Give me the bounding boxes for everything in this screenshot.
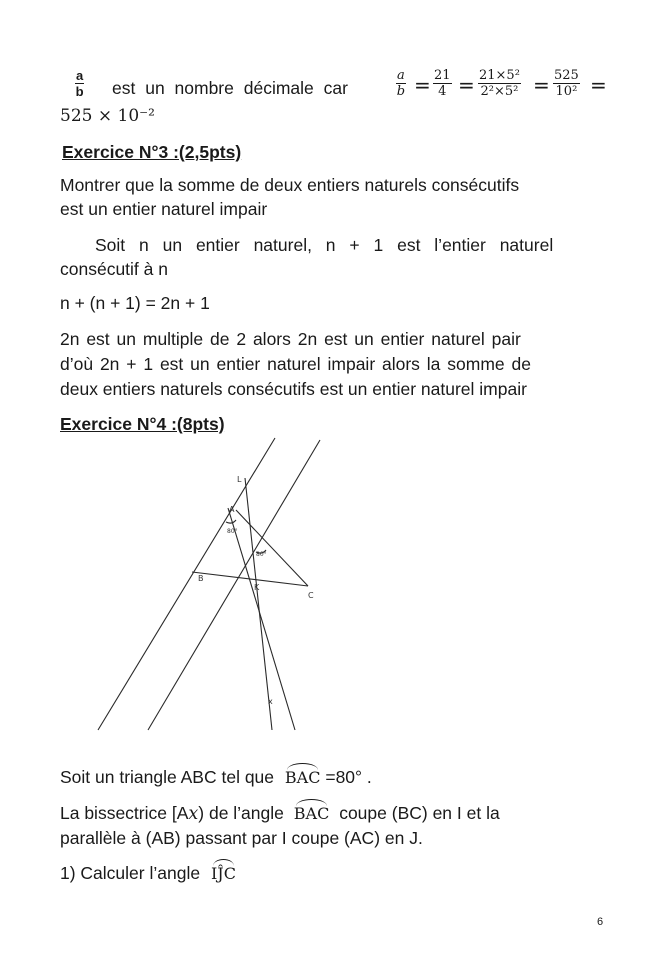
ex4-title: Exercice N°4 :(8pts) <box>60 414 225 434</box>
ex3-statement-line-1: Montrer que la somme de deux entiers naturels consécutifs <box>60 175 520 195</box>
ex3-statement-line-2: est un entier naturel impair <box>60 199 268 219</box>
bisector-ax <box>228 508 295 730</box>
angle-bac-2: BAC <box>294 802 330 826</box>
ex4-p2-x: x <box>188 804 199 824</box>
ex4-paragraph-3: parallèle à (AB) passant par I coupe (AC) en J. <box>60 828 423 848</box>
label-l: L <box>237 475 242 484</box>
fraction-numerator: a <box>397 68 405 83</box>
ex3-line1-cont: consécutif à n <box>60 259 168 279</box>
fraction-denominator: b <box>396 84 406 99</box>
label-x: x <box>268 697 273 706</box>
fraction-numerator: 21 <box>434 68 451 83</box>
label-k: K <box>254 583 260 592</box>
angle-arc-a <box>226 520 236 523</box>
label-c: C <box>308 591 314 600</box>
angle-label-1: 80° <box>227 528 238 535</box>
ex4-p1-text: Soit un triangle ABC tel que <box>60 767 275 787</box>
ex3-title: Exercice N°3 :(2,5pts) <box>62 142 242 162</box>
fraction-denominator: 2²×5² <box>480 84 519 99</box>
ex4-p1-value: =80° . <box>325 767 372 787</box>
ex4-p2-mid: ) de l’angle <box>198 803 284 823</box>
fraction-numerator: 525 <box>554 68 579 83</box>
angle-bac: BAC <box>285 766 321 790</box>
label-b: B <box>198 574 204 583</box>
angle-label-2: 80° <box>256 551 267 558</box>
equals-sign: = <box>533 73 550 97</box>
ex3-equation: n + (n + 1) = 2n + 1 <box>60 293 210 313</box>
fraction-numerator: 21×5² <box>479 68 520 83</box>
ex3-conclusion-1: 2n est un multiple de 2 alors 2n est un entier naturel pair <box>60 329 521 349</box>
equals-sign: = <box>458 73 475 97</box>
ex4-p2-start: La bissectrice [A <box>60 803 189 823</box>
line-l <box>245 478 272 730</box>
decimal-text: est un nombre décimale car <box>112 78 348 98</box>
ex4-question-1 <box>60 861 236 886</box>
fraction-numerator: a <box>76 68 84 83</box>
ex4-p2-end: coupe (BC) en I et la <box>339 803 500 823</box>
ex3-line1: Soit n un entier naturel, n + 1 est l’entier naturel <box>95 235 554 255</box>
angle-ijc: IĴC <box>211 862 236 886</box>
segment-bc <box>192 572 308 586</box>
fraction-denominator: 4 <box>438 84 447 99</box>
result-value: 525 × 10⁻² <box>60 106 155 126</box>
ex4-q1-text: 1) Calculer l’angle <box>60 863 201 883</box>
fraction-denominator: 10² <box>555 84 578 99</box>
line-ij <box>148 440 320 730</box>
label-a: A <box>229 505 235 514</box>
ex4-paragraph-2 <box>60 801 500 826</box>
equals-sign: = <box>590 73 607 97</box>
fraction-denominator: b <box>75 84 84 99</box>
page-number: 6 <box>597 916 604 928</box>
line-ab <box>98 438 275 730</box>
equals-sign: = <box>414 73 431 97</box>
ex3-conclusion-3: deux entiers naturels consécutifs est un entier naturel impair <box>60 379 527 399</box>
ex4-paragraph-1 <box>60 765 372 790</box>
ex3-conclusion-2: d’où 2n + 1 est un entier naturel impair alors la somme de <box>60 354 531 374</box>
